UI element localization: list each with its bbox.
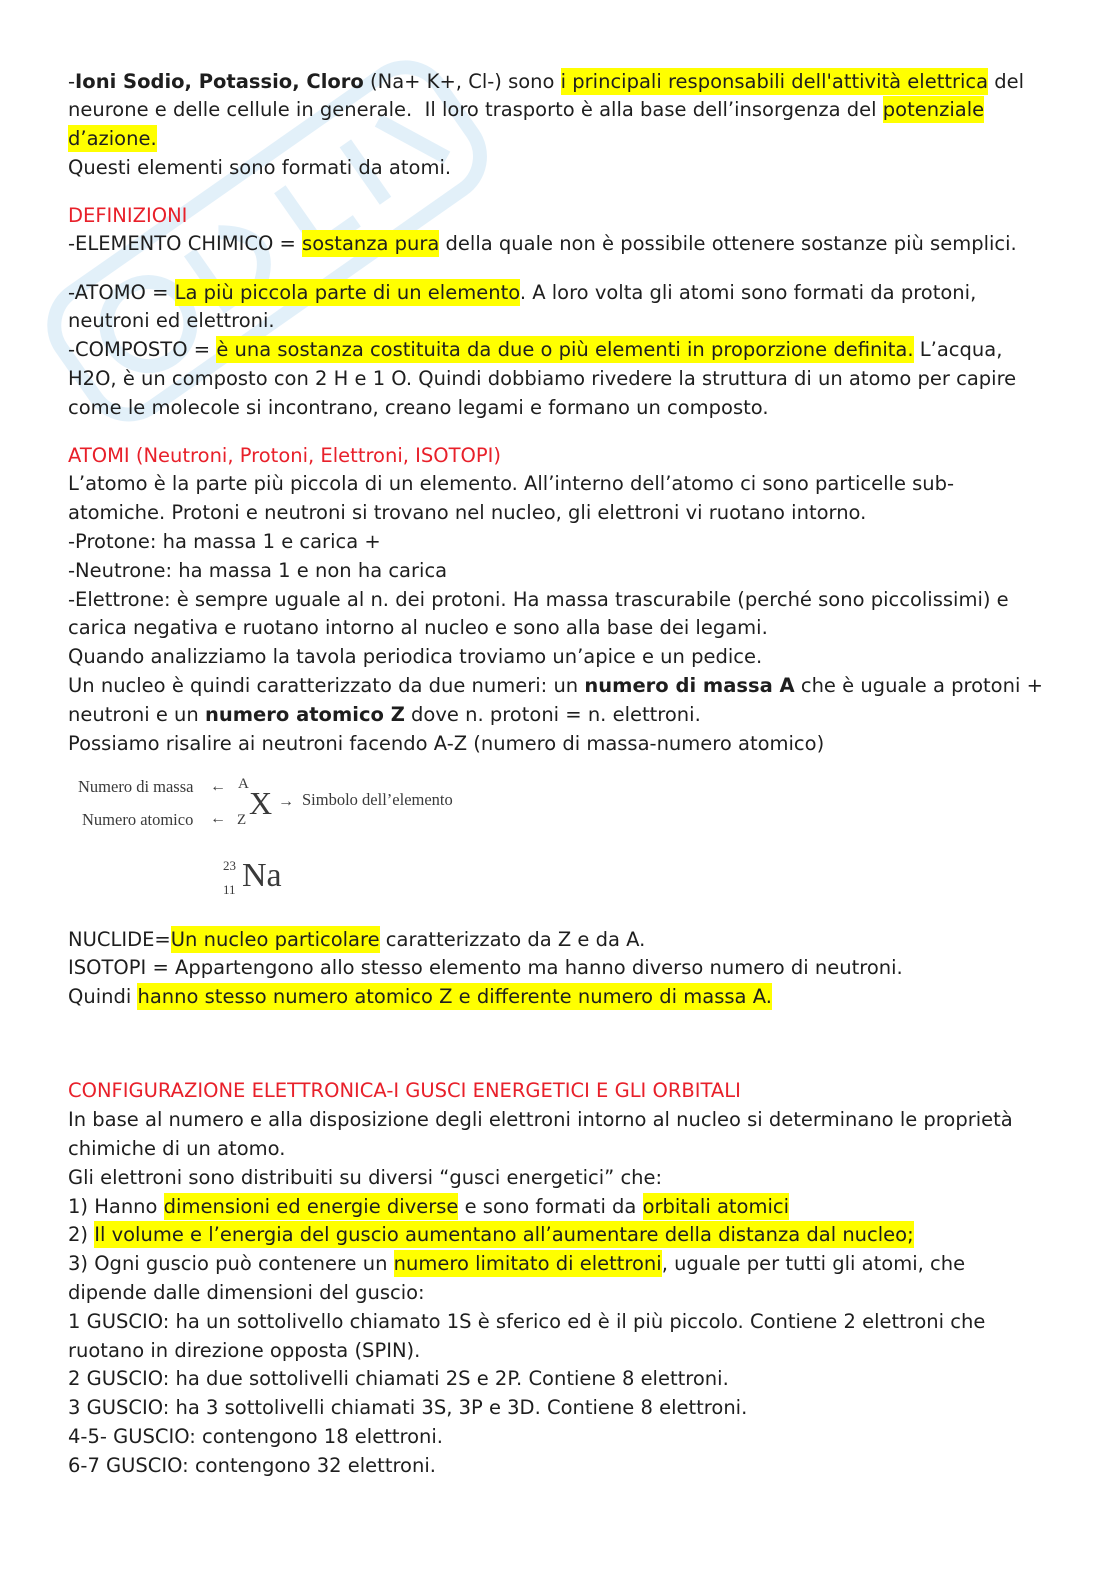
text-run: 1) Hanno bbox=[68, 1194, 164, 1218]
highlight: La più piccola parte di un elemento bbox=[174, 280, 520, 304]
text-line: Possiamo risalire ai neutroni facendo A-Z (numero di massa-numero atomico) bbox=[68, 731, 825, 755]
right-arrow-icon: → bbox=[278, 793, 294, 811]
text-run: e sono formati da bbox=[458, 1194, 643, 1218]
text-run: -COMPOSTO = bbox=[68, 338, 217, 362]
text-run: (Na+ K+, Cl-) sono bbox=[363, 69, 561, 93]
section-heading-atomi: ATOMI (Neutroni, Protoni, Elettroni, ISOTOPI) bbox=[68, 443, 502, 467]
bold-term: Ioni Sodio, Potassio, Cloro bbox=[75, 69, 364, 93]
bold-term: numero atomico Z bbox=[204, 702, 405, 726]
element-symbol: X bbox=[249, 785, 273, 822]
highlight: sostanza pura bbox=[302, 232, 440, 256]
text-run: della quale non è possibile ottenere sostanze più semplici. bbox=[439, 232, 1017, 256]
highlight: Il volume e l’energia del guscio aumentano all’aumentare della distanza dal nucleo; bbox=[94, 1223, 914, 1247]
list-item bbox=[68, 1221, 1108, 1250]
text-run: - bbox=[68, 69, 76, 93]
atomi-section bbox=[68, 442, 1108, 759]
document-body bbox=[68, 68, 1108, 1481]
text-run: 2) bbox=[68, 1223, 95, 1247]
text-line: ruotano in direzione opposta (SPIN). bbox=[68, 1338, 421, 1362]
text-line bbox=[68, 96, 1108, 125]
text-line bbox=[68, 983, 1108, 1012]
text-line: 1 GUSCIO: ha un sottolivello chiamato 1S è sferico ed è il più piccolo. Contiene 2 elettroni che bbox=[68, 1309, 986, 1333]
text-line bbox=[68, 68, 1108, 97]
list-item bbox=[68, 1193, 1108, 1222]
text-line: In base al numero e alla disposizione degli elettroni intorno al nucleo si determinano le proprietà bbox=[68, 1108, 1013, 1132]
left-arrow-icon: ← bbox=[210, 778, 226, 796]
text-line bbox=[68, 926, 1108, 955]
highlight: Un nucleo particolare bbox=[170, 927, 380, 951]
text-run: Un nucleo è quindi caratterizzato da due numeri: un bbox=[68, 673, 585, 697]
text-run: neurone e delle cellule in generale. Il loro trasporto è alla base dell’insorgenza del bbox=[68, 98, 883, 122]
text-run: . A loro volta gli atomi sono formati da protoni, bbox=[519, 280, 977, 304]
text-line: -Neutrone: ha massa 1 e non ha carica bbox=[68, 558, 448, 582]
section-heading-configurazione: CONFIGURAZIONE ELETTRONICA-I GUSCI ENERGETICI E GLI ORBITALI bbox=[68, 1079, 741, 1103]
highlight: orbitali atomici bbox=[642, 1194, 790, 1218]
text-line: Questi elementi sono formati da atomi. bbox=[68, 155, 452, 179]
text-line: 3 GUSCIO: ha 3 sottolivelli chiamati 3S, 3P e 3D. Contiene 8 elettroni. bbox=[68, 1396, 748, 1420]
text-line: chimiche di un atomo. bbox=[68, 1137, 286, 1161]
text-line: -Protone: ha massa 1 e carica + bbox=[68, 529, 381, 553]
text-run: che è uguale a protoni + bbox=[794, 673, 1043, 697]
text-run: dove n. protoni = n. elettroni. bbox=[404, 702, 701, 726]
text-run: NUCLIDE= bbox=[68, 927, 171, 951]
text-line bbox=[68, 672, 1108, 701]
text-run: neutroni e un bbox=[68, 702, 205, 726]
highlight: d’azione. bbox=[68, 127, 157, 151]
atomo-composto-paragraph bbox=[68, 279, 1108, 423]
section-heading-definizioni: DEFINIZIONI bbox=[68, 203, 188, 227]
text-run: L’acqua, bbox=[913, 338, 1003, 362]
text-line bbox=[68, 125, 1108, 154]
mass-number-label: Numero di massa bbox=[78, 777, 194, 797]
intro-paragraph bbox=[68, 68, 1108, 183]
text-line: -Elettrone: è sempre uguale al n. dei protoni. Ha massa trascurabile (perché sono piccolissimi) e bbox=[68, 587, 1009, 611]
text-line bbox=[68, 336, 1108, 365]
text-line: 4-5- GUSCIO: contengono 18 elettroni. bbox=[68, 1425, 444, 1449]
atomic-number-symbol: Z bbox=[237, 812, 247, 829]
text-line: atomiche. Protoni e neutroni si trovano nel nucleo, gli elettroni vi ruotano intorno. bbox=[68, 501, 867, 525]
bold-term: numero di massa A bbox=[584, 673, 795, 697]
highlight: i principali responsabili dell'attività elettrica bbox=[560, 69, 989, 93]
text-line: ISOTOPI = Appartengono allo stesso elemento ma hanno diverso numero di neutroni. bbox=[68, 956, 903, 980]
text-line: come le molecole si incontrano, creano legami e formano un composto. bbox=[68, 395, 769, 419]
atomic-number-label: Numero atomico bbox=[82, 809, 194, 829]
text-line: dipende dalle dimensioni del guscio: bbox=[68, 1281, 425, 1305]
text-run: caratterizzato da Z e da A. bbox=[379, 927, 646, 951]
highlight: dimensioni ed energie diverse bbox=[163, 1194, 459, 1218]
text-line: neutroni ed elettroni. bbox=[68, 309, 275, 333]
nuclide-notation-figure bbox=[68, 758, 1108, 925]
text-run: -ELEMENTO CHIMICO = bbox=[68, 232, 303, 256]
list-item bbox=[68, 1250, 1108, 1279]
left-arrow-icon: ← bbox=[210, 810, 226, 828]
example-atomic-number: 11 bbox=[223, 881, 236, 897]
isotopi-paragraph bbox=[68, 926, 1108, 1012]
text-line: 2 GUSCIO: ha due sottolivelli chiamati 2S e 2P. Contiene 8 elettroni. bbox=[68, 1367, 729, 1391]
text-line: Quando analizziamo la tavola periodica troviamo un’apice e un pedice. bbox=[68, 645, 763, 669]
configurazione-section bbox=[68, 1077, 1108, 1480]
text-line bbox=[68, 701, 1108, 730]
highlight: potenziale bbox=[882, 98, 985, 122]
text-run: 3) Ogni guscio può contenere un bbox=[68, 1252, 394, 1276]
text-line: carica negativa e ruotano intorno al nucleo e sono alla base dei legami. bbox=[68, 616, 768, 640]
text-run: del bbox=[988, 69, 1025, 93]
text-line: Gli elettroni sono distribuiti su diversi “gusci energetici” che: bbox=[68, 1165, 663, 1189]
text-line bbox=[68, 279, 1108, 308]
text-run: , uguale per tutti gli atomi, che bbox=[661, 1252, 966, 1276]
text-run: -ATOMO = bbox=[68, 280, 175, 304]
mass-number-symbol: A bbox=[238, 776, 249, 793]
highlight: numero limitato di elettroni bbox=[393, 1252, 662, 1276]
text-run: Quindi bbox=[68, 985, 138, 1009]
definizioni-section bbox=[68, 202, 1108, 260]
example-mass-number: 23 bbox=[223, 857, 236, 873]
highlight: hanno stesso numero atomico Z e differente numero di massa A. bbox=[137, 985, 772, 1009]
element-symbol-label: Simbolo dell’elemento bbox=[302, 790, 453, 810]
example-element-symbol: Na bbox=[242, 857, 282, 895]
text-line bbox=[68, 230, 1108, 259]
text-line: H2O, è un composto con 2 H e 1 O. Quindi dobbiamo rivedere la struttura di un atomo per capire bbox=[68, 366, 1017, 390]
text-line: L’atomo è la parte più piccola di un elemento. All’interno dell’atomo ci sono particelle sub- bbox=[68, 472, 955, 496]
highlight: è una sostanza costituita da due o più elementi in proporzione definita. bbox=[216, 338, 914, 362]
text-line: 6-7 GUSCIO: contengono 32 elettroni. bbox=[68, 1453, 436, 1477]
